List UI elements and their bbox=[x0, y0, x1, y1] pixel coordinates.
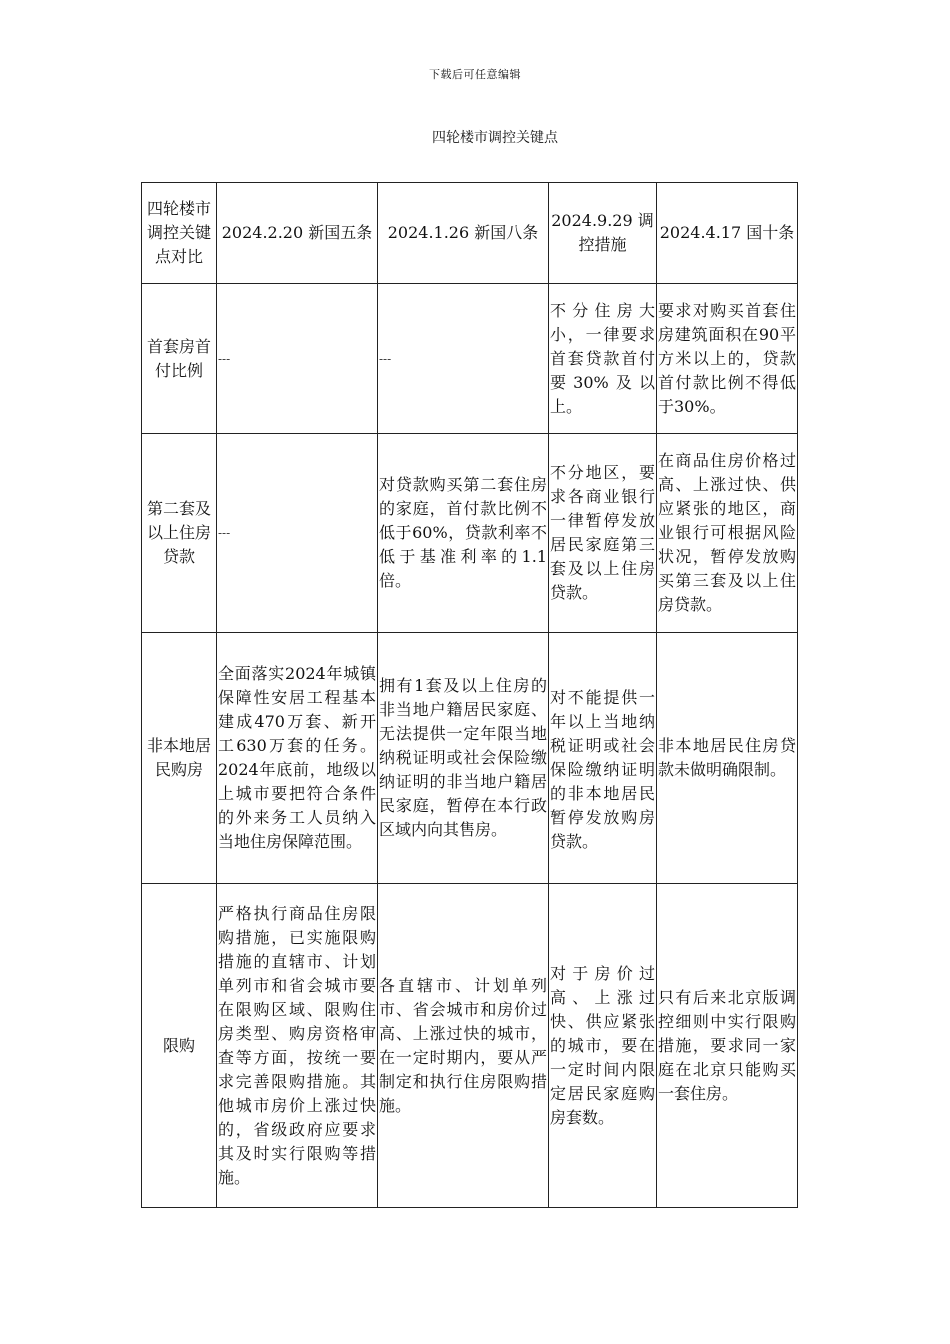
table-cell: 对于房价过高、上涨过快、供应紧张的城市，要在一定时间内限定居民家庭购房套数。 bbox=[549, 884, 657, 1208]
column-header-2024-4-17: 2024.4.17 国十条 bbox=[657, 183, 798, 284]
column-header-2024-2-20: 2024.2.20 新国五条 bbox=[217, 183, 378, 284]
row-label-first-home-down-payment: 首套房首付比例 bbox=[142, 284, 217, 434]
header-note: 下载后可任意编辑 bbox=[429, 68, 521, 81]
table-cell: 在商品住房价格过高、上涨过快、供应紧张的地区，商业银行可根据风险状况，暂停发放购买第三套及以上住房贷款。 bbox=[657, 434, 798, 633]
table-cell: 全面落实2024年城镇保障性安居工程基本建成470万套、新开工630万套的任务。 2024年底前，地级以上城市要把符合条件的外来务工人员纳入当地住房保障范围。 bbox=[217, 633, 378, 884]
table-header-row bbox=[142, 183, 798, 284]
table-cell: 只有后来北京版调控细则中实行限购措施，要求同一家庭在北京只能购买一套住房。 bbox=[657, 884, 798, 1208]
table-cell: 严格执行商品住房限购措施，已实施限购措施的直辖市、计划单列市和省会城市要在限购区域、限购住房类型、购房资格审查等方面，按统一要求完善限购措施。其他城市房价上涨过快的，省级政府应要求其及时实行限购等措施。 bbox=[217, 884, 378, 1208]
table-cell: --- bbox=[217, 434, 378, 633]
row-label-purchase-restriction: 限购 bbox=[142, 884, 217, 1208]
column-header-2024-1-26: 2024.1.26 新国八条 bbox=[378, 183, 549, 284]
table-row bbox=[142, 284, 798, 434]
table-cell: 非本地居民住房贷款未做明确限制。 bbox=[657, 633, 798, 884]
row-label-second-home-loan: 第二套及以上住房贷款 bbox=[142, 434, 217, 633]
table-row bbox=[142, 633, 798, 884]
table-cell: 要求对购买首套住房建筑面积在90平方米以上的，贷款首付款比例不得低于30%。 bbox=[657, 284, 798, 434]
table-cell: 对不能提供一年以上当地纳税证明或社会保险缴纳证明的非本地居民暂停发放购房贷款。 bbox=[549, 633, 657, 884]
document-title: 四轮楼市调控关键点 bbox=[432, 130, 558, 146]
table-cell: 各直辖市、计划单列市、省会城市和房价过高、上涨过快的城市，在一定时期内，要从严制定和执行住房限购措施。 bbox=[378, 884, 549, 1208]
table-cell: 不分住房大小，一律要求首套贷款首付要30%及以上。 bbox=[549, 284, 657, 434]
corner-header-cell: 四轮楼市调控关键点对比 bbox=[142, 183, 217, 284]
column-header-2024-9-29: 2024.9.29 调控措施 bbox=[549, 183, 657, 284]
table-cell: 拥有1套及以上住房的非当地户籍居民家庭、无法提供一定年限当地纳税证明或社会保险缴纳证明的非当地户籍居民家庭，暂停在本行政区域内向其售房。 bbox=[378, 633, 549, 884]
table-cell: 不分地区，要求各商业银行一律暂停发放居民家庭第三套及以上住房贷款。 bbox=[549, 434, 657, 633]
policy-comparison-table bbox=[141, 182, 798, 1208]
table-row bbox=[142, 884, 798, 1208]
table-cell: 对贷款购买第二套住房的家庭，首付款比例不低于60%，贷款利率不低于基准利率的1.1倍。 bbox=[378, 434, 549, 633]
table-row bbox=[142, 434, 798, 633]
table-cell: --- bbox=[217, 284, 378, 434]
row-label-non-local-buyers: 非本地居民购房 bbox=[142, 633, 217, 884]
table-cell: --- bbox=[378, 284, 549, 434]
